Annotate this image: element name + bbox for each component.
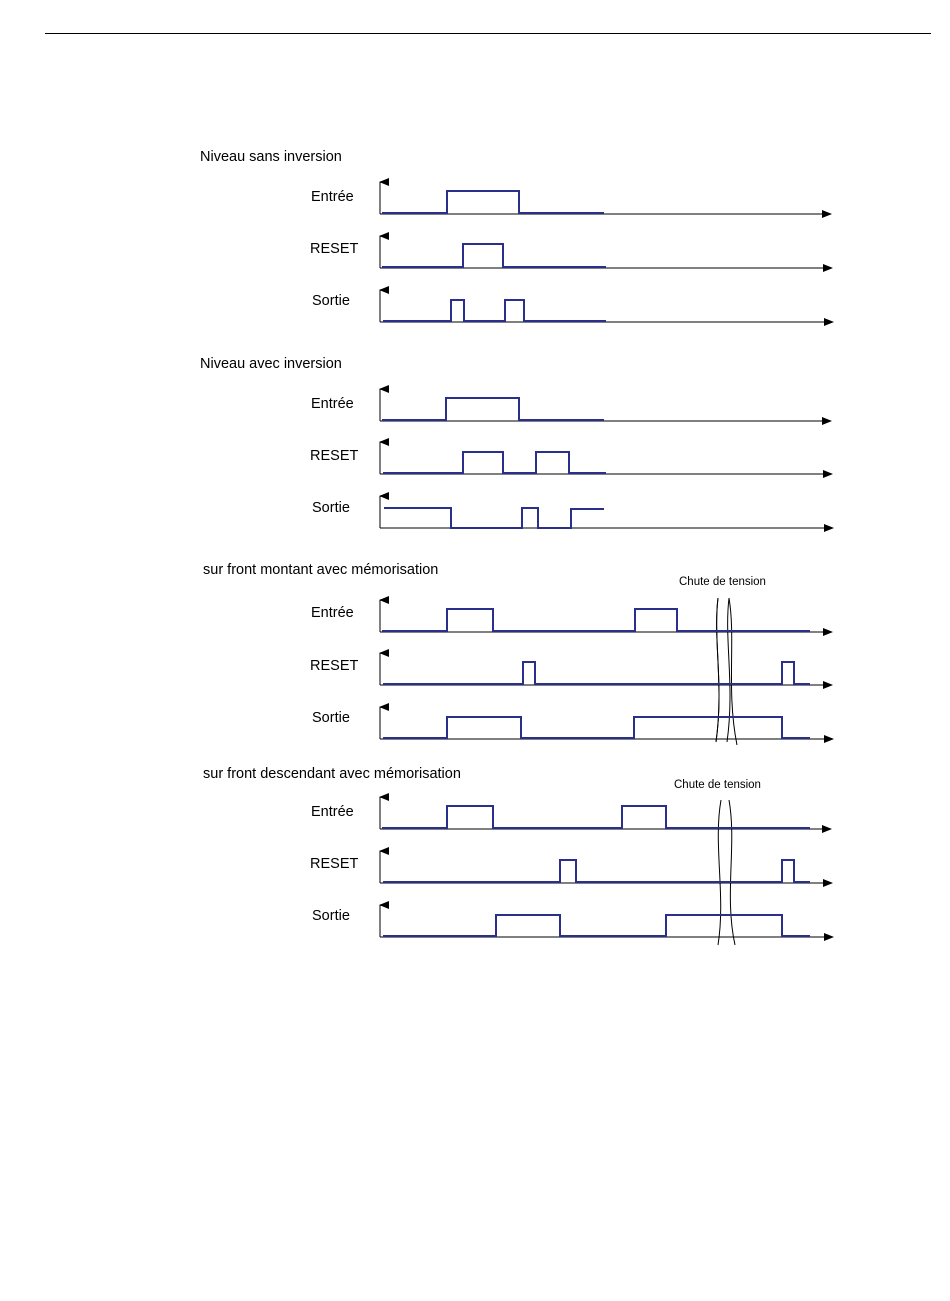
signal-reset bbox=[310, 236, 832, 268]
signal-entree bbox=[311, 389, 831, 421]
signal-sortie bbox=[312, 290, 833, 322]
section-title: Niveau sans inversion bbox=[200, 149, 342, 165]
break-mark bbox=[729, 800, 735, 945]
signal-entree bbox=[311, 600, 832, 632]
signal-reset bbox=[310, 851, 832, 883]
waveform-trace bbox=[383, 915, 810, 936]
break-mark bbox=[727, 598, 730, 742]
signal-reset bbox=[310, 653, 832, 685]
signal-label: Entrée bbox=[311, 189, 354, 205]
signal-label: Entrée bbox=[311, 605, 354, 621]
waveform-trace bbox=[383, 717, 810, 738]
signal-entree bbox=[311, 182, 831, 214]
section-front-descendant-memorisation bbox=[203, 766, 833, 945]
signal-entree bbox=[311, 797, 831, 829]
waveform-trace bbox=[383, 860, 810, 882]
signal-label: Entrée bbox=[311, 396, 354, 412]
break-mark bbox=[716, 598, 719, 742]
signal-label: Sortie bbox=[312, 908, 350, 924]
signal-label: RESET bbox=[310, 448, 359, 464]
waveform-trace bbox=[384, 508, 604, 528]
waveform-trace bbox=[382, 806, 810, 828]
signal-label: RESET bbox=[310, 658, 359, 674]
section-front-montant-memorisation bbox=[203, 562, 833, 745]
section-title: Niveau avec inversion bbox=[200, 356, 342, 372]
signal-reset bbox=[310, 442, 832, 474]
power-failure-note: Chute de tension bbox=[674, 779, 761, 791]
waveform-trace bbox=[382, 609, 810, 631]
signal-label: Sortie bbox=[312, 500, 350, 516]
waveform-trace bbox=[382, 244, 606, 267]
signal-sortie bbox=[312, 496, 833, 528]
signal-label: Sortie bbox=[312, 293, 350, 309]
waveform-trace bbox=[382, 398, 604, 420]
section-title: sur front descendant avec mémorisation bbox=[203, 766, 461, 782]
break-mark bbox=[718, 800, 721, 945]
signal-label: Entrée bbox=[311, 804, 354, 820]
waveform-trace bbox=[382, 191, 604, 213]
section-niveau-sans-inversion bbox=[200, 149, 833, 322]
signal-label: RESET bbox=[310, 241, 359, 257]
waveform-trace bbox=[383, 452, 606, 473]
signal-label: RESET bbox=[310, 856, 359, 872]
section-niveau-avec-inversion bbox=[200, 356, 833, 528]
waveform-trace bbox=[383, 662, 810, 684]
break-mark bbox=[729, 598, 737, 745]
waveform-trace bbox=[383, 300, 606, 321]
power-failure-note: Chute de tension bbox=[679, 576, 766, 588]
signal-sortie bbox=[312, 707, 833, 739]
signal-sortie bbox=[312, 905, 833, 937]
signal-label: Sortie bbox=[312, 710, 350, 726]
section-title: sur front montant avec mémorisation bbox=[203, 562, 439, 578]
